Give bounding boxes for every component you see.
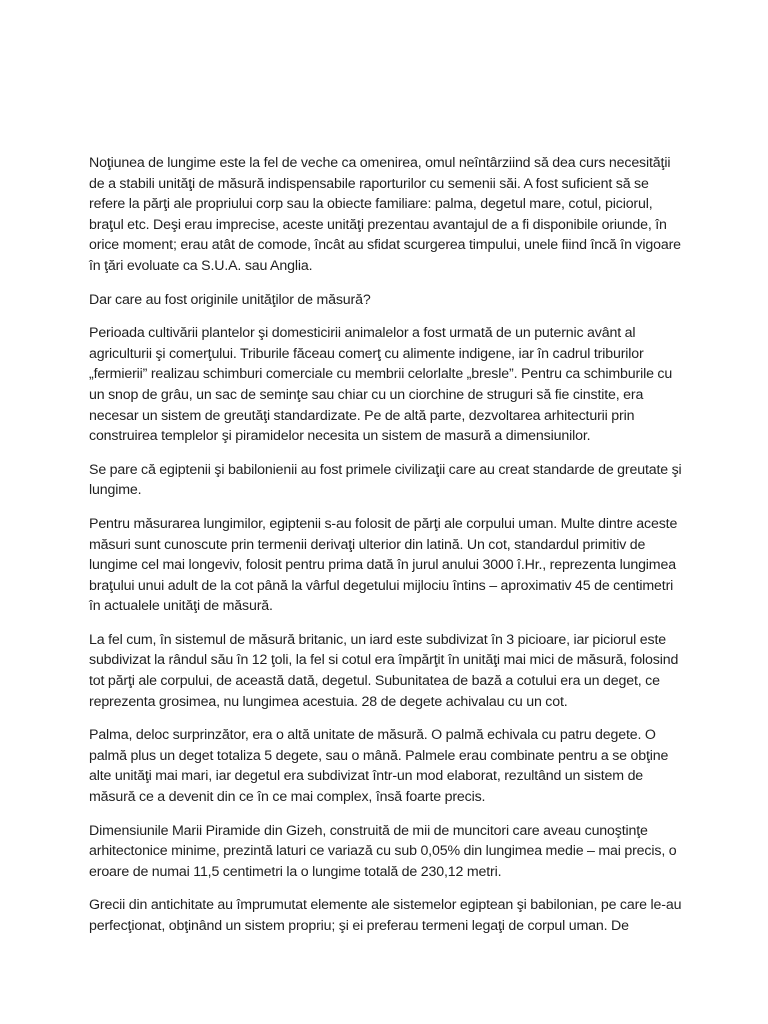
paragraph-intro: Noţiunea de lungime este la fel de veche ca omenirea, omul neîntârziind să dea curs necesităţii de a stabili unităţi de măsură indispensabile raporturilor cu semenii săi. A fost suficient să se refere la părţi ale propriului corp sau la obiecte familiare: palma, degetul mare, cotul, piciorul, braţul etc. Deşi erau imprecise, aceste unităţi prezentau avantajul de a fi disponibile oriunde, în orice moment; erau atât de comode, încât au sfidat scurgerea timpului, unele fiind încă în vigoare în ţări evoluate ca S.U.A. sau Anglia. — [89, 155, 681, 274]
paragraph-greeks: Grecii din antichitate au împrumutat elemente ale sistemelor egiptean şi babilonian, pe care le-au perfecţionat, obţinând un sistem propriu; şi ei preferau termeni legaţi de corpul uman. De — [89, 897, 682, 934]
paragraph-palm: Palma, deloc surprinzător, era o altă unitate de măsură. O palmă echivala cu patru degete. O palmă plus un deget totaliza 5 degete, sau o mână. Palmele erau combinate pentru a se obţine alte unităţi mai mari, iar degetul era subdivizat într-un mod elaborat, rezultând un sistem de măsură ce a devenit din ce în ce mai complex, însă foarte precis. — [89, 727, 669, 806]
paragraph-question: Dar care au fost originile unităţilor de măsură? — [89, 291, 371, 308]
paragraph-subdivisions: La fel cum, în sistemul de măsură britanic, un iard este subdivizat în 3 picioare, iar piciorul este subdivizat la rândul său în 12 ţoli, la fel si cotul era împărţit în unităţi mai mici de măsură, folosind tot părţi ale corpului, de această dată, degetul. Subunitatea de bază a cotului era un deget, ce reprezenta grosimea, nu lungimea acestuia. 28 de degete achivalau cu un cot. — [89, 631, 679, 710]
paragraph-cubit: Pentru măsurarea lungimilor, egiptenii s-au folosit de părţi ale corpului uman. Multe dintre aceste măsuri sunt cunoscute prin termenii derivaţi ulterior din latină. Un cot, standardul primitiv de lungime cel mai longeviv, folosit pentru prima dată în jurul anului 3000 î.Hr., reprezenta lungimea braţului unui adult de la cot până la vârful degetului mijlociu întins – aproximativ 45 de centimetri în actualele unităţi de măsură. — [89, 515, 678, 615]
paragraph-egyptians-babylonians: Se pare că egiptenii şi babilonienii au fost primele civilizaţii care au creat standarde de greutate şi lungime. — [89, 461, 682, 499]
paragraph-great-pyramid: Dimensiunile Marii Piramide din Gizeh, construită de mii de muncitori care aveau cunoştinţe arhitectonice minime, prezintă laturi ce variază cu sub 0,05% din lungimea medie – mai precis, o eroare de numai 11,5 centimetri la o lungime totală de 230,12 metri. — [89, 822, 677, 880]
paragraph-agriculture: Perioada cultivării plantelor şi domesticirii animalelor a fost urmată de un puternic avânt al agriculturii şi comerţului. Triburile făceau comerţ cu alimente indigene, iar în cadrul triburilor „fermierii” realizau schimburi comerciale cu membrii celorlalte „bresle”. Pentru ca schimburile cu un snop de grâu, un sac de seminţe sau chiar cu un ciorchine de struguri să fie cinstite, era necesar un sistem de greutăţi standardizate. Pe de altă parte, dezvoltarea arhitecturii prin construirea templelor şi piramidelor necesita un sistem de masură a dimensiunilor. — [89, 325, 673, 445]
document-body — [89, 153, 685, 950]
